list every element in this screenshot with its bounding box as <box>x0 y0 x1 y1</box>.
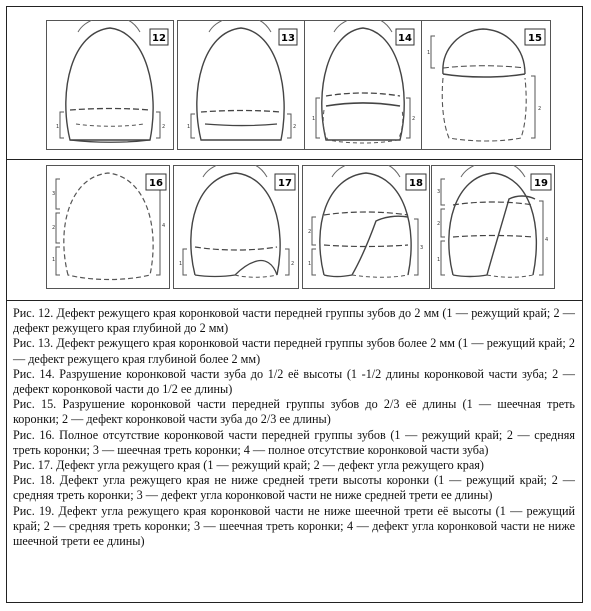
part-label: 1 <box>427 50 431 56</box>
part-label: 2 <box>293 124 297 130</box>
caption-fig-14: Рис. 14. Разрушение коронковой части зуба до 1/2 её высоты (1 -1/2 длины коронковой части зуба; 2 — дефект коронковой части до 1/2 ее длины) <box>13 366 575 397</box>
figure-number: 18 <box>409 178 423 189</box>
tooth-diagram-19 <box>431 165 555 289</box>
part-label: 2 <box>291 261 295 267</box>
figure-number: 13 <box>281 33 295 44</box>
part-label: 3 <box>420 245 424 251</box>
part-label: 1 <box>187 124 191 130</box>
figure-number: 17 <box>278 178 292 189</box>
figure-row-bottom <box>7 160 582 301</box>
part-label: 1 <box>56 124 60 130</box>
tooth-diagram-17 <box>173 165 299 289</box>
figure-12 <box>46 20 174 150</box>
figure-number: 15 <box>528 33 542 44</box>
part-label: 2 <box>437 221 441 227</box>
part-label: 3 <box>437 189 441 195</box>
part-label: 4 <box>545 237 549 243</box>
part-label: 1 <box>437 257 441 263</box>
part-label: 2 <box>308 229 312 235</box>
caption-fig-17: Рис. 17. Дефект угла режущего края (1 — режущий край; 2 — дефект угла режущего края) <box>13 458 484 473</box>
caption-fig-12: Рис. 12. Дефект режущего края коронковой части передней группы зубов до 2 мм (1 — режущий край; 2 — дефект режущего края глубиной до 2 мм) <box>13 306 575 336</box>
tooth-diagram-13 <box>177 20 305 150</box>
tooth-diagram-16 <box>46 165 170 289</box>
tooth-diagram-14 <box>304 20 422 150</box>
part-label: 1 <box>308 261 312 267</box>
part-label: 3 <box>52 191 56 197</box>
figure-row-top <box>7 7 582 160</box>
figure-17 <box>173 165 299 289</box>
part-label: 2 <box>538 106 542 112</box>
figure-number: 19 <box>534 178 548 189</box>
figure-16 <box>46 165 170 289</box>
caption-fig-15: Рис. 15. Разрушение коронковой части передней группы зубов до 2/3 её длины (1 — шеечная треть коронки; 2 — дефект коронковой части зуба до 2/3 ее длины) <box>13 397 575 427</box>
figure-number: 16 <box>149 178 163 189</box>
part-label: 2 <box>52 225 56 231</box>
caption-fig-13: Рис. 13. Дефект режущего края коронковой части передней группы зубов более 2 мм (1 — режущий край; 2 — дефект режущего края глубиной более 2 мм) <box>13 336 575 366</box>
figure-19 <box>431 165 555 289</box>
figure-14 <box>304 20 422 150</box>
tooth-diagram-15 <box>421 20 551 150</box>
figure-13 <box>177 20 305 150</box>
caption-fig-19: Рис. 19. Дефект угла режущего края коронковой части не ниже шеечной трети её высоты (1 — режущий край; 2 — средняя треть коронки; 3 — шеечная треть коронки; 4 — дефект угла коронковой части не ниже шеечной трети ее длины) <box>13 503 575 549</box>
figure-18 <box>302 165 430 289</box>
figure-15 <box>421 20 551 150</box>
figure-panel <box>6 6 583 603</box>
part-label: 1 <box>179 261 183 267</box>
figure-number: 14 <box>398 33 412 44</box>
tooth-diagram-12 <box>46 20 174 150</box>
part-label: 1 <box>312 116 316 122</box>
caption-fig-16: Рис. 16. Полное отсутствие коронковой части передней группы зубов (1 — режущий край; 2 — средняя треть коронки; 3 — шеечная треть коронки; 4 — полное отсутствие коронковой части зуба) <box>13 427 575 457</box>
part-label: 4 <box>162 223 166 229</box>
figure-number: 12 <box>152 33 166 44</box>
tooth-diagram-18 <box>302 165 430 289</box>
part-label: 2 <box>162 124 166 130</box>
caption-list <box>13 306 575 549</box>
caption-fig-18: Рис. 18. Дефект угла режущего края не ниже средней трети высоты коронки (1 — режущий край; 2 — средняя треть коронки; 3 — дефект угла коронковой части не ниже средней трети ее длины) <box>13 473 575 503</box>
part-label: 2 <box>412 116 416 122</box>
part-label: 1 <box>52 257 56 263</box>
